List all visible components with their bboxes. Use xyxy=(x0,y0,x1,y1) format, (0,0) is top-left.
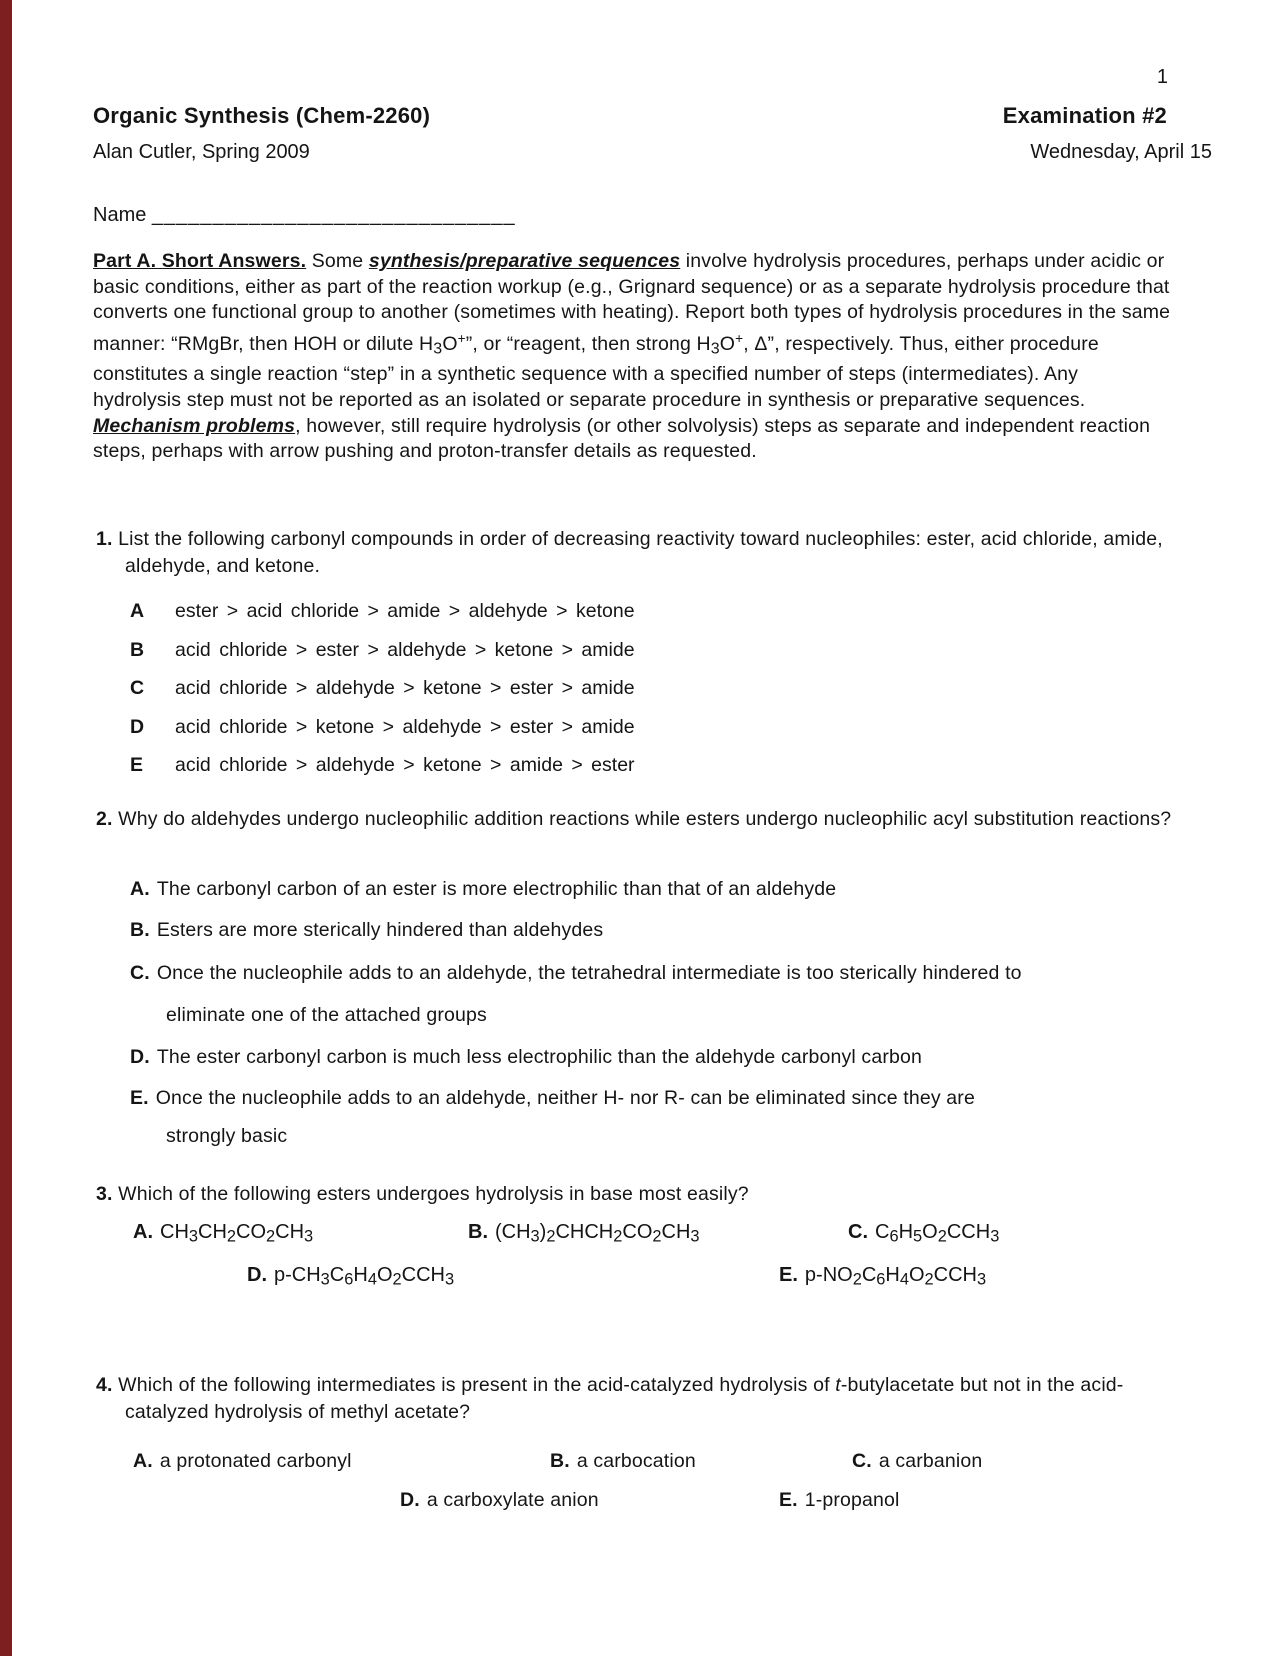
text-segment: 3 xyxy=(444,1270,455,1289)
option-text: ester > acid chloride > amide > aldehyde > ketone xyxy=(175,600,635,622)
option-row xyxy=(130,1087,975,1110)
option-letter: D. xyxy=(400,1489,420,1511)
question-1-text: List the following carbonyl compounds in order of decreasing reactivity toward nucleophiles: ester, acid chloride, amide, aldehyde, and ketone. xyxy=(118,528,1163,577)
question-1 xyxy=(96,526,1200,580)
text-segment: involve hydrolysis procedures, perhaps under acidic or basic conditions, either as part of the reaction workup (e.g., Grignard sequence) or as a separate hydrolysis procedure that converts one functional group to another (sometimes with heating). Report both types of hydrolysis procedures in the same manner: “RMgBr, then HOH or dilute H xyxy=(93,250,1171,355)
text-segment: 3 xyxy=(977,1270,987,1289)
question-3-text: Which of the following esters undergoes hydrolysis in base most easily? xyxy=(118,1183,749,1205)
text-segment: ) xyxy=(539,1221,547,1243)
option-letter: B. xyxy=(550,1450,570,1472)
text-segment: 2 xyxy=(937,1227,947,1246)
text-segment: p-NO xyxy=(804,1264,853,1286)
text-segment: 2 xyxy=(546,1227,556,1246)
text-segment: 4 xyxy=(367,1270,377,1289)
option-row xyxy=(848,1221,999,1247)
text-segment: 2 xyxy=(924,1270,934,1289)
question-1-number: 1. xyxy=(96,528,113,550)
option-text: Esters are more sterically hindered than aldehydes xyxy=(156,919,604,941)
text-segment: CCH xyxy=(401,1264,445,1286)
option-letter: C. xyxy=(852,1450,872,1472)
text-segment: 3 xyxy=(530,1227,540,1246)
text-segment: 3 xyxy=(304,1227,314,1246)
option-row xyxy=(779,1264,986,1290)
text-segment: , however, still require hydrolysis (or other solvolysis) steps as separate and independent reaction steps, perhaps with arrow pushing and proton-transfer details as requested. xyxy=(93,414,1151,463)
text-segment: C xyxy=(875,1221,890,1243)
option-row xyxy=(130,675,635,714)
option-letter: A. xyxy=(133,1450,153,1472)
option-row xyxy=(130,714,635,753)
option-letter: C. xyxy=(130,962,150,984)
text-segment: 3 xyxy=(188,1227,199,1246)
chemical-formula xyxy=(274,1264,455,1289)
text-segment: CO xyxy=(622,1221,653,1243)
option-text: a protonated carbonyl xyxy=(159,1450,352,1472)
text-segment: CCH xyxy=(933,1264,978,1286)
option-letter: B. xyxy=(468,1221,488,1243)
option-row xyxy=(400,1489,599,1512)
option-text: Once the nucleophile adds to an aldehyde, the tetrahedral intermediate is too sterically hindered to xyxy=(156,962,1022,984)
exam-date: Wednesday, April 15 xyxy=(1030,141,1212,163)
text-segment: CHCH xyxy=(555,1221,614,1243)
option-letter: E. xyxy=(779,1264,798,1286)
text-segment: 4 xyxy=(899,1270,909,1289)
exam-title: Examination #2 xyxy=(1002,103,1167,128)
text-segment: 3 xyxy=(710,340,720,358)
text-segment: t xyxy=(835,1374,841,1396)
text-segment: (CH xyxy=(495,1221,531,1243)
text-segment: Which of the following intermediates is present in the acid-catalyzed hydrolysis of xyxy=(118,1374,836,1396)
question-4-number: 4. xyxy=(96,1374,113,1396)
text-segment: CO xyxy=(236,1221,267,1243)
option-letter: E. xyxy=(130,1087,149,1109)
option-letter: D. xyxy=(130,1046,150,1068)
text-segment: -butylacetate but not in the acid-catalyzed hydrolysis of methyl acetate? xyxy=(125,1374,1124,1423)
option-letter: A. xyxy=(133,1221,153,1243)
instructor-term: Alan Cutler, Spring 2009 xyxy=(93,141,310,163)
text-segment: Some xyxy=(306,250,369,272)
option-letter: D. xyxy=(247,1264,267,1286)
question-3-number: 3. xyxy=(96,1183,113,1205)
option-text: acid chloride > aldehyde > ketone > amide > ester xyxy=(175,754,635,777)
option-continuation: eliminate one of the attached groups xyxy=(166,1004,487,1026)
text-segment: CH xyxy=(275,1221,305,1243)
option-row xyxy=(130,752,635,791)
text-segment: O xyxy=(719,332,736,355)
option-row xyxy=(779,1489,899,1512)
text-segment: O xyxy=(442,332,458,355)
question-1-options xyxy=(130,598,635,791)
text-segment: 6 xyxy=(876,1270,886,1289)
text-segment: 5 xyxy=(913,1227,923,1246)
question-2-number: 2. xyxy=(96,808,113,830)
option-text: The carbonyl carbon of an ester is more electrophilic than that of an aldehyde xyxy=(156,878,837,900)
option-row xyxy=(133,1221,313,1247)
text-segment: 6 xyxy=(889,1227,899,1246)
question-2-text: Why do aldehydes undergo nucleophilic addition reactions while esters undergo nucleophilic acyl substitution reactions? xyxy=(118,808,1172,830)
text-segment: 2 xyxy=(266,1227,276,1246)
text-segment: C xyxy=(329,1264,345,1286)
name-label: Name xyxy=(93,204,147,226)
option-text: acid chloride > aldehyde > ketone > ester > amide xyxy=(175,677,635,700)
option-row xyxy=(550,1450,696,1473)
question-2 xyxy=(96,806,1200,833)
option-text: a carbanion xyxy=(878,1450,983,1472)
option-row xyxy=(468,1221,700,1247)
text-segment: CH xyxy=(160,1221,189,1243)
text-segment: 2 xyxy=(852,1270,862,1289)
text-segment: O xyxy=(376,1264,393,1286)
text-segment: CH xyxy=(661,1221,691,1243)
text-segment: synthesis/preparative sequences xyxy=(368,250,681,272)
question-4-text xyxy=(118,1374,1123,1423)
text-segment: + xyxy=(457,331,466,347)
question-3 xyxy=(96,1181,1200,1208)
text-segment: 3 xyxy=(990,1227,1000,1246)
text-segment: ”, or “reagent, then strong H xyxy=(465,332,711,355)
text-segment: Mechanism problems xyxy=(93,414,296,437)
option-text: acid chloride > ketone > aldehyde > ester > amide xyxy=(175,715,635,738)
text-segment: H xyxy=(353,1264,368,1286)
option-row xyxy=(130,919,603,942)
option-letter: E xyxy=(130,754,144,777)
text-segment: C xyxy=(861,1264,877,1286)
option-letter: A. xyxy=(130,878,150,900)
name-field xyxy=(93,204,516,227)
option-row xyxy=(130,878,836,901)
option-letter: C xyxy=(130,677,145,700)
text-segment: H xyxy=(885,1264,900,1286)
option-text: 1-propanol xyxy=(804,1489,900,1511)
option-text: a carboxylate anion xyxy=(426,1489,599,1511)
option-letter: B xyxy=(130,638,145,661)
option-text: Once the nucleophile adds to an aldehyde, neither H- nor R- can be eliminated since they are xyxy=(155,1087,975,1109)
text-segment: Part A. Short Answers. xyxy=(93,250,307,272)
page-left-edge-strip xyxy=(0,0,12,1656)
course-title: Organic Synthesis (Chem-2260) xyxy=(93,103,431,128)
option-letter: B. xyxy=(130,919,150,941)
chemical-formula xyxy=(160,1221,314,1246)
text-segment: CH xyxy=(198,1221,227,1243)
chemical-formula xyxy=(875,1221,1000,1246)
option-row xyxy=(247,1264,454,1290)
option-row xyxy=(130,637,635,676)
option-letter: E. xyxy=(779,1489,798,1511)
part-a-intro-paragraph xyxy=(93,249,1171,465)
option-row xyxy=(130,1046,922,1069)
question-4 xyxy=(96,1372,1200,1426)
text-segment: p-CH xyxy=(274,1264,321,1286)
text-segment: O xyxy=(922,1221,938,1243)
text-segment: 3 xyxy=(690,1227,700,1246)
text-segment: CCH xyxy=(946,1221,991,1243)
text-segment: H xyxy=(898,1221,914,1243)
option-row xyxy=(852,1450,982,1473)
text-segment: + xyxy=(735,331,744,347)
text-segment: 2 xyxy=(613,1227,623,1246)
option-text: The ester carbonyl carbon is much less electrophilic than the aldehyde carbonyl carbon xyxy=(156,1046,922,1068)
text-segment: 6 xyxy=(344,1270,354,1289)
text-segment: 2 xyxy=(226,1227,237,1246)
option-continuation: strongly basic xyxy=(166,1125,288,1147)
text-segment: 3 xyxy=(433,340,443,358)
text-segment: O xyxy=(908,1264,925,1286)
page-number: 1 xyxy=(1156,66,1168,88)
text-segment: , Δ”, respectively. Thus, either procedure constitutes a single reaction “step” in a synthetic sequence with a specified number of steps (intermediates). Any hydrolysis step must not be reported as an isolated or separate procedure in synthesis or preparative sequences. xyxy=(93,332,1099,411)
option-row xyxy=(130,598,635,637)
option-letter: C. xyxy=(848,1221,868,1243)
chemical-formula xyxy=(495,1221,700,1246)
option-row xyxy=(130,962,1022,985)
text-segment: 2 xyxy=(392,1270,402,1289)
option-row xyxy=(133,1450,352,1473)
option-letter: A xyxy=(130,600,145,622)
text-segment: 3 xyxy=(320,1270,330,1289)
option-text: a carbocation xyxy=(576,1450,696,1472)
option-letter: D xyxy=(130,715,145,738)
text-segment: 2 xyxy=(652,1227,662,1246)
name-blank-line: ______________________________ xyxy=(151,204,516,226)
option-text: acid chloride > ester > aldehyde > ketone > amide xyxy=(175,638,635,661)
chemical-formula xyxy=(804,1264,987,1289)
